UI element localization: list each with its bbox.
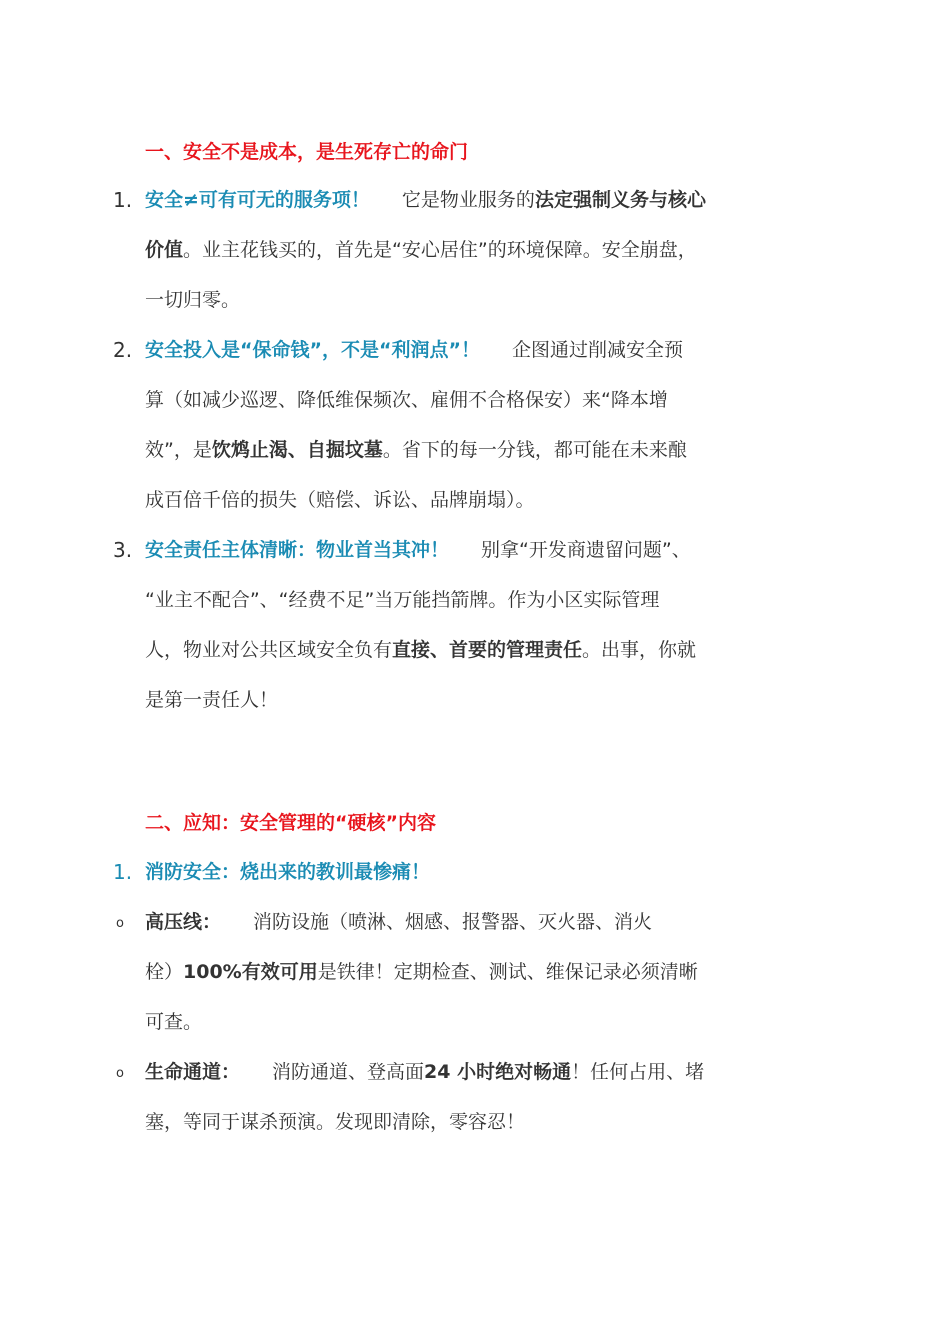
list-number: 3. <box>113 538 133 562</box>
item-lead: 安全投入是“保命钱”，不是“利润点”！ <box>145 339 480 361</box>
list-number: 2. <box>113 338 133 362</box>
bullet-item-1: o 高压线： 消防设施（喷淋、烟感、报警器、灭火器、消火 栓）100%有效可用是铁律！定期检查、测试、维保记录必须清晰 可查。 <box>113 897 813 1047</box>
list-item-fire-safety <box>113 847 813 897</box>
list-item-3: 3. 安全责任主体清晰：物业首当其冲！ 别拿“开发商遗留问题”、 “业主不配合”、“经费不足”当万能挡箭牌。作为小区实际管理 人，物业对公共区域安全负有直接、首要的管理责任。出事，你就 是第一责任人！ <box>113 525 813 725</box>
item-lead: 安全责任主体清晰：物业首当其冲！ <box>145 539 450 561</box>
bullet-lead: 生命通道： <box>145 1061 241 1083</box>
list-number: 1. <box>113 188 133 212</box>
list-item-1: 1. 安全≠可有可无的服务项！ 它是物业服务的法定强制义务与核心 价值。业主花钱买的，首先是“安心居住”的环境保障。安全崩盘， 一切归零。 <box>113 175 813 325</box>
section-1-heading: 一、安全不是成本，是生死存亡的命门 <box>145 141 469 163</box>
bullet-marker: o <box>116 1066 124 1081</box>
list-item-2: 2. 安全投入是“保命钱”，不是“利润点”！ 企图通过削减安全预 算（如减少巡逻、降低维保频次、雇佣不合格保安）来“降本增 效”，是饮鸩止渴、自掘坟墓。省下的每一分钱，都可能在未来酿 成百倍千倍的损失（赔偿、诉讼、品牌崩塌）。 <box>113 325 813 525</box>
item-lead: 消防安全：烧出来的教训最惨痛！ <box>145 861 431 883</box>
bullet-lead: 高压线： <box>145 911 222 933</box>
list-number: 1. <box>113 860 133 884</box>
bullet-marker: o <box>116 916 124 931</box>
section-2-heading: 二、应知：安全管理的“硬核”内容 <box>145 812 436 834</box>
item-lead: 安全≠可有可无的服务项！ <box>145 189 370 211</box>
bullet-item-2: o 生命通道： 消防通道、登高面24 小时绝对畅通！任何占用、堵 塞，等同于谋杀预演。发现即清除，零容忍！ <box>113 1047 813 1147</box>
